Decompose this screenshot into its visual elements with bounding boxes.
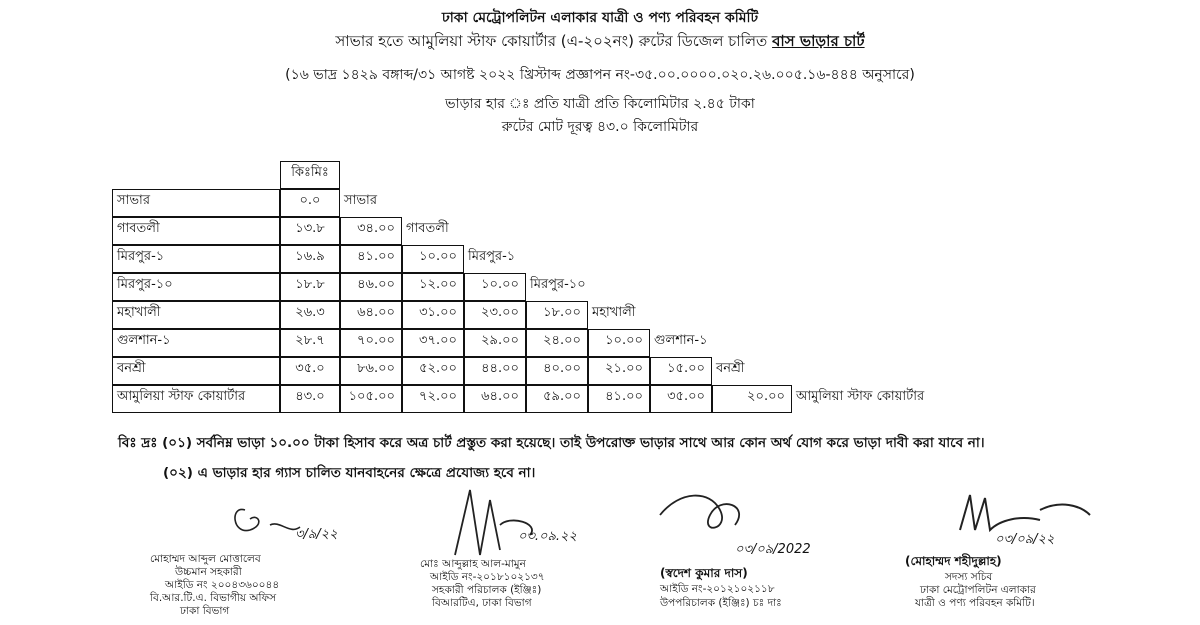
diagonal-stop-label: মিরপুর-১ — [468, 249, 516, 264]
signature-block-1 — [150, 505, 340, 625]
km-column-header: কিঃমিঃ — [280, 161, 340, 189]
fare-cell: ৭০.০০ — [340, 329, 402, 357]
fare-cell: ২৪.০০ — [526, 329, 588, 357]
fare-cell: ২১.০০ — [588, 357, 650, 385]
stop-distance-km: ৩৫.০ — [280, 357, 340, 385]
fare-cell: ৩৫.০০ — [650, 385, 712, 413]
signature-block-4 — [890, 490, 1120, 625]
stop-name: গুলশান-১ — [112, 329, 280, 357]
stop-name: গাবতলী — [112, 217, 280, 245]
signature-date-1: ৩/৯/২২ — [295, 527, 338, 542]
signatory-3-name: (স্বদেশ কুমার দাস) — [660, 566, 748, 580]
fare-cell: ১৮.০০ — [526, 301, 588, 329]
chart-title-prefix: সাভার হতে আমুলিয়া স্টাফ কোয়ার্টার (এ-২০২নং) রুটের ডিজেল চালিত — [335, 32, 773, 50]
signature-date-3: ০৩/০৯/2022 — [735, 542, 811, 557]
signatory-1-office: বি.আর.টি.এ. বিভাগীয় অফিস — [150, 592, 277, 604]
stop-name: মহাখালী — [112, 301, 280, 329]
fare-cell: ৮৬.০০ — [340, 357, 402, 385]
fare-cell: ৬৪.০০ — [340, 301, 402, 329]
fare-cell: ৩৭.০০ — [402, 329, 464, 357]
fare-cell: ১২.০০ — [402, 273, 464, 301]
diagonal-stop-label: আমুলিয়া স্টাফ কোয়ার্টার — [796, 389, 925, 404]
signatory-4-committee-2: যাত্রী ও পণ্য পরিবহন কমিটি। — [915, 597, 1035, 609]
fare-cell: ১৫.০০ — [650, 357, 712, 385]
stop-distance-km: ৪৩.০ — [280, 385, 340, 413]
signature-block-3 — [640, 485, 860, 625]
diagonal-stop-label: বনশ্রী — [716, 361, 745, 376]
stop-name: সাভার — [112, 189, 280, 217]
stop-name: বনশ্রী — [112, 357, 280, 385]
stop-distance-km: ১৩.৮ — [280, 217, 340, 245]
fare-cell: ৩১.০০ — [402, 301, 464, 329]
signatory-2-designation: সহকারী পরিচালক (ইঞ্জিঃ) — [432, 584, 542, 596]
signatory-1-id: আইডি নং ২০০৪৩৬০০৪৪ — [165, 579, 280, 591]
note-1: বিঃ দ্রঃ (০১) সর্বনিম্ন ভাড়া ১০.০০ টাকা হিসাব করে অত্র চার্ট প্রস্তুত করা হয়েছে। তাই উপরোক্ত ভাড়ার সাথে আর কোন অর্থ যোগ করে ভাড়া দাবী করা যাবে না। — [118, 435, 985, 451]
handwritten-signature-2 — [400, 485, 630, 565]
signatory-4-committee: ঢাকা মেট্রোপলিটন এলাকার — [920, 584, 1036, 596]
fare-cell: ৫২.০০ — [402, 357, 464, 385]
signature-block-2 — [400, 485, 630, 625]
fare-cell: ৬৪.০০ — [464, 385, 526, 413]
stop-distance-km: ০.০ — [280, 189, 340, 217]
signatory-1-name: মোহাম্মদ আব্দুল মোত্তালেব — [150, 553, 261, 565]
signatory-2-id: আইডি নং-২০১৮১০২১৩৭ — [430, 571, 545, 583]
signatory-2-office: বিআরটিএ, ঢাকা বিভাগ — [432, 597, 532, 609]
fare-cell: ৭২.০০ — [402, 385, 464, 413]
fare-cell: ২৩.০০ — [464, 301, 526, 329]
stop-distance-km: ১৮.৮ — [280, 273, 340, 301]
diagonal-stop-label: সাভার — [344, 193, 377, 208]
diagonal-stop-label: মহাখালী — [592, 305, 636, 320]
stop-name: মিরপুর-১ — [112, 245, 280, 273]
fare-cell: ৪১.০০ — [588, 385, 650, 413]
stop-distance-km: ২৬.৩ — [280, 301, 340, 329]
chart-title — [0, 30, 1200, 55]
diagonal-stop-label: গুলশান-১ — [654, 333, 708, 348]
signatory-4-designation: সদস্য সচিব — [945, 571, 993, 583]
fare-cell: ৪১.০০ — [340, 245, 402, 273]
signatory-4-name: (মোহাম্মদ শহীদুল্লাহ) — [905, 554, 1002, 568]
signatory-1-designation: উচ্চমান সহকারী — [175, 566, 242, 578]
fare-cell: ১০.০০ — [588, 329, 650, 357]
committee-title: ঢাকা মেট্রোপলিটন এলাকার যাত্রী ও পণ্য পরিবহন কমিটি — [441, 10, 759, 26]
fare-cell: ৫৯.০০ — [526, 385, 588, 413]
signature-date-4: ০৩/০৯/২২ — [995, 532, 1055, 547]
fare-cell: ১০.০০ — [464, 273, 526, 301]
route-distance: রুটের মোট দূরত্ব ৪৩.০ কিলোমিটার — [501, 119, 699, 135]
stop-name: মিরপুর-১০ — [112, 273, 280, 301]
diagonal-stop-label: গাবতলী — [406, 221, 449, 236]
signatory-3-id: আইডি নং-২০১২১০২১১৮ — [660, 583, 775, 595]
note-2: (০২) এ ভাড়ার হার গ্যাস চালিত যানবাহনের ক্ষেত্রে প্রযোজ্য হবে না। — [163, 465, 536, 481]
signature-date-2: ০৩.০৯.২২ — [518, 529, 577, 544]
signatory-2-name: মোঃ আব্দুল্লাহ আল-মামুন — [420, 558, 526, 570]
fare-cell: ৪৬.০০ — [340, 273, 402, 301]
stop-distance-km: ১৬.৯ — [280, 245, 340, 273]
stop-name: আমুলিয়া স্টাফ কোয়ার্টার — [112, 385, 280, 413]
stop-distance-km: ২৮.৭ — [280, 329, 340, 357]
chart-title-emphasis: বাস ভাড়ার চার্ট — [772, 32, 865, 50]
notification-reference: (১৬ ভাদ্র ১৪২৯ বঙ্গাব্দ/৩১ আগষ্ট ২০২২ খ্রিস্টাব্দ প্রজ্ঞাপন নং-৩৫.০০.০০০০.০২০.২৬.০০৫.১৬-৪৪৪ অনুসারে) — [285, 67, 915, 83]
signatory-3-designation: উপপরিচালক (ইঞ্জিঃ) চঃ দাঃ — [660, 597, 782, 609]
fare-cell: ৪০.০০ — [526, 357, 588, 385]
fare-rate: ভাড়ার হার ঃ প্রতি যাত্রী প্রতি কিলোমিটার ২.৪৫ টাকা — [445, 96, 755, 112]
fare-cell: ১০৫.০০ — [340, 385, 402, 413]
fare-cell: ২০.০০ — [712, 385, 792, 413]
fare-cell: ৩৪.০০ — [340, 217, 402, 245]
fare-cell: ২৯.০০ — [464, 329, 526, 357]
signatory-1-division: ঢাকা বিভাগ — [180, 605, 230, 617]
fare-cell: ৪৪.০০ — [464, 357, 526, 385]
diagonal-stop-label: মিরপুর-১০ — [530, 277, 586, 292]
fare-cell: ১০.০০ — [402, 245, 464, 273]
